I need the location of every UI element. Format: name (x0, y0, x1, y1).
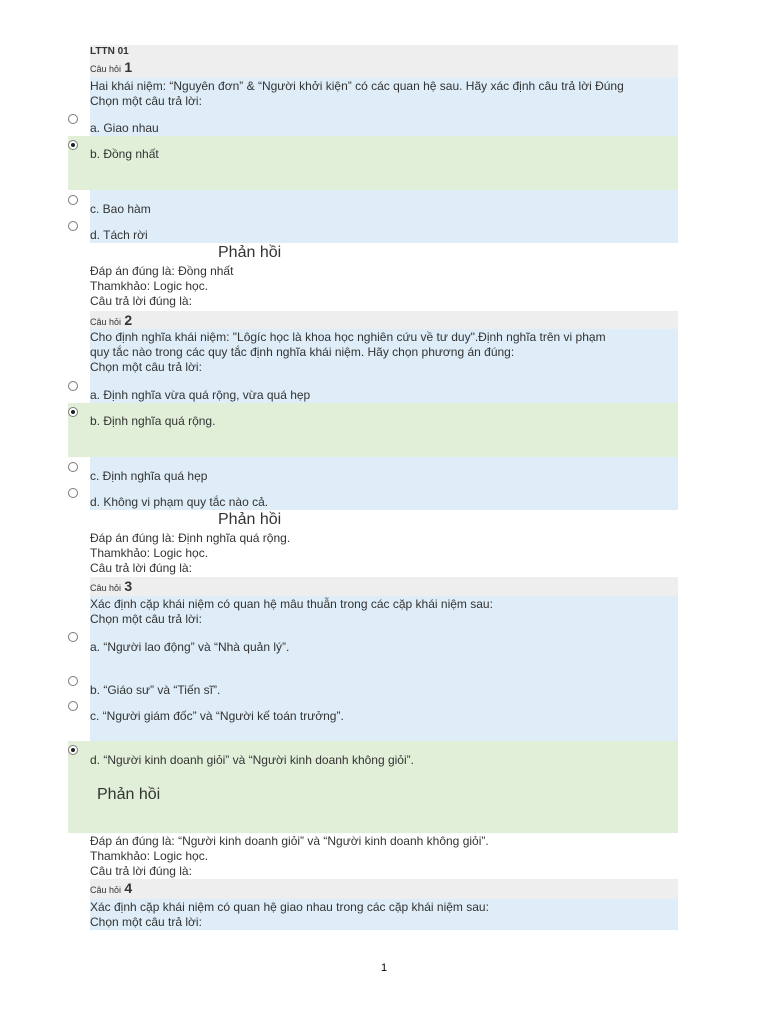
q1-selected-band (68, 136, 678, 190)
q2-option-b[interactable]: b. Định nghĩa quá rộng. (90, 414, 216, 428)
document-title: LTTN 01 (90, 46, 129, 57)
q2-selected-band (68, 403, 678, 457)
q2-option-d-radio[interactable] (68, 488, 78, 498)
q2-label: Câu hỏi (90, 317, 122, 327)
q1-choose-prompt: Chọn một câu trả lời: (90, 94, 202, 108)
q2-text-line-2: quy tắc nào trong các quy tắc định nghĩa khái niệm. Hãy chọn phương án đúng: (90, 345, 515, 359)
q4-number: 4 (124, 880, 133, 896)
header-band (90, 45, 678, 57)
q3-option-a-radio[interactable] (68, 632, 78, 642)
q3-correct-label: Câu trả lời đúng là: (90, 864, 192, 878)
q1-option-c[interactable]: c. Bao hàm (90, 202, 151, 216)
page-number: 1 (380, 962, 388, 974)
q2-number: 2 (124, 312, 133, 328)
q1-option-b-radio[interactable] (68, 140, 78, 150)
q3-choose-prompt: Chọn một câu trả lời: (90, 612, 202, 626)
q3-option-d[interactable]: d. “Người kinh doanh giỏi” và “Người kinh doanh không giỏi”. (90, 753, 414, 767)
q3-option-c-radio[interactable] (68, 701, 78, 711)
q2-option-a-radio[interactable] (68, 381, 78, 391)
q1-option-a-radio[interactable] (68, 114, 78, 124)
q3-answer: Đáp án đúng là: “Người kinh doanh giỏi” và “Người kinh doanh không giỏi”. (90, 834, 489, 848)
q3-option-b-radio[interactable] (68, 676, 78, 686)
q3-option-a[interactable]: a. “Người lao động” và “Nhà quản lý”. (90, 640, 290, 654)
q2-feedback-title: Phản hồi (218, 511, 282, 528)
q2-correct-label: Câu trả lời đúng là: (90, 561, 192, 575)
q2-heading (90, 313, 132, 329)
q3-feedback-title: Phản hồi (97, 786, 161, 803)
q4-label: Câu hỏi (90, 885, 122, 895)
q4-header-band (90, 879, 678, 899)
q4-text: Xác định cặp khái niệm có quan hệ giao nhau trong các cặp khái niệm sau: (90, 900, 489, 914)
q1-option-d-radio[interactable] (68, 221, 78, 231)
q2-option-c[interactable]: c. Định nghĩa quá hẹp (90, 469, 208, 483)
q3-number: 3 (124, 578, 133, 594)
q3-heading (90, 579, 132, 595)
q3-option-d-radio[interactable] (68, 745, 78, 755)
q2-answer: Đáp án đúng là: Định nghĩa quá rộng. (90, 531, 291, 545)
q3-header-band (90, 577, 678, 596)
q4-heading (90, 881, 132, 897)
q1-number: 1 (124, 59, 133, 75)
q4-choose-prompt: Chọn một câu trả lời: (90, 915, 202, 929)
q2-text-line-1: Cho định nghĩa khái niệm: "Lôgíc học là khoa học nghiên cứu về tư duy".Định nghĩa trên vi phạm (90, 330, 606, 344)
q2-option-c-radio[interactable] (68, 462, 78, 472)
q2-option-b-radio[interactable] (68, 407, 78, 417)
q1-option-b[interactable]: b. Đồng nhất (90, 147, 159, 161)
q1-option-c-radio[interactable] (68, 195, 78, 205)
q1-answer: Đáp án đúng là: Đồng nhất (90, 264, 234, 278)
q1-option-d[interactable]: d. Tách rời (90, 228, 148, 242)
q2-reference: Thamkhảo: Logic học. (90, 546, 209, 560)
q1-heading (90, 60, 132, 76)
q3-reference: Thamkhảo: Logic học. (90, 849, 209, 863)
q1-feedback-title: Phản hồi (218, 244, 282, 261)
q3-text: Xác định cặp khái niệm có quan hệ mâu thuẫn trong các cặp khái niệm sau: (90, 597, 493, 611)
q1-options-band (90, 190, 678, 243)
q1-label: Câu hỏi (90, 64, 122, 74)
q2-header-band (90, 311, 678, 329)
q1-correct-label: Câu trả lời đúng là: (90, 294, 192, 308)
q3-label: Câu hỏi (90, 583, 122, 593)
q1-text: Hai khái niệm: “Nguyên đơn” & “Người khởi kiện” có các quan hệ sau. Hãy xác định câu trả lời Đúng (90, 79, 624, 93)
q2-choose-prompt: Chọn một câu trả lời: (90, 360, 202, 374)
q2-option-a[interactable]: a. Định nghĩa vừa quá rộng, vừa quá hẹp (90, 388, 311, 402)
q1-header-band (90, 57, 678, 78)
q1-reference: Thamkhảo: Logic học. (90, 279, 209, 293)
q3-option-b[interactable]: b. “Giáo sư” và “Tiến sĩ”. (90, 683, 221, 697)
q3-option-c[interactable]: c. “Người giám đốc” và “Người kế toán trưởng”. (90, 709, 344, 723)
q2-option-d[interactable]: d. Không vi phạm quy tắc nào cả. (90, 495, 269, 509)
q1-option-a[interactable]: a. Giao nhau (90, 121, 159, 135)
